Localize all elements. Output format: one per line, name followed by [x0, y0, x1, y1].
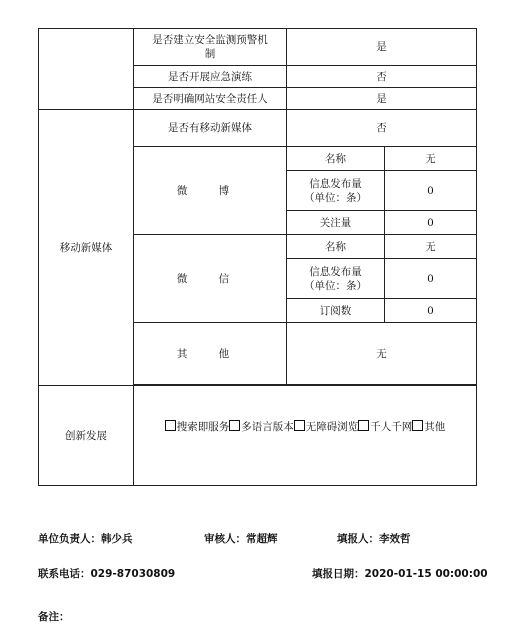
checkbox-icon: [165, 420, 176, 431]
reviewer: 审核人：常超辉: [204, 533, 278, 545]
weibo-posts-label: 信息发布量 （单位：条）: [287, 171, 385, 211]
weixin-posts-label: 信息发布量 （单位：条）: [287, 259, 385, 299]
weixin-subscribers-label: 订阅数: [287, 299, 385, 323]
checkbox-icon: [229, 420, 240, 431]
remarks: 备注：: [38, 611, 70, 623]
other-value: 无: [287, 323, 477, 385]
innovation-label: 创新发展: [39, 386, 134, 486]
weibo-posts-value: 0: [385, 171, 477, 211]
report-table: [38, 28, 477, 486]
option-search-service[interactable]: 搜索即服务: [165, 421, 230, 433]
weixin-name-label: 名称: [287, 235, 385, 259]
weixin-label: 微 信: [134, 235, 287, 323]
row-label-responsible: 是否明确网站安全责任人: [134, 88, 287, 110]
has-mobile-label: 是否有移动新媒体: [134, 110, 287, 147]
option-multilingual[interactable]: 多语言版本: [229, 421, 294, 433]
checkbox-icon: [294, 420, 305, 431]
weibo-name-value: 无: [385, 147, 477, 171]
checkbox-icon: [358, 420, 369, 431]
contact-phone: 联系电话：029-87030809: [38, 568, 176, 580]
option-other[interactable]: 其他: [412, 421, 445, 433]
mobile-section-label: 移动新媒体: [39, 110, 134, 386]
weixin-subscribers-value: 0: [385, 299, 477, 323]
innovation-options: [134, 386, 477, 486]
other-label: 其 他: [134, 323, 287, 385]
checkbox-icon: [412, 420, 423, 431]
row-label-monitoring: 是否建立安全监测预警机制: [134, 29, 287, 66]
row-label-drill: 是否开展应急演练: [134, 66, 287, 88]
weixin-name-value: 无: [385, 235, 477, 259]
report-date: 填报日期：2020-01-15 00:00:00: [312, 568, 488, 580]
unit-head: 单位负责人：韩少兵: [38, 533, 133, 545]
weixin-posts-value: 0: [385, 259, 477, 299]
row-value-responsible: 是: [287, 88, 477, 110]
filler: 填报人：李效哲: [337, 533, 411, 545]
option-personalized[interactable]: 千人千网: [358, 421, 412, 433]
weibo-followers-label: 关注量: [287, 211, 385, 235]
weibo-followers-value: 0: [385, 211, 477, 235]
weibo-label: 微 博: [134, 147, 287, 235]
row-value-monitoring: 是: [287, 29, 477, 66]
row-value-drill: 否: [287, 66, 477, 88]
has-mobile-value: 否: [287, 110, 477, 147]
option-accessibility[interactable]: 无障碍浏览: [294, 421, 359, 433]
blank-section-cell: [39, 29, 134, 110]
weibo-name-label: 名称: [287, 147, 385, 171]
